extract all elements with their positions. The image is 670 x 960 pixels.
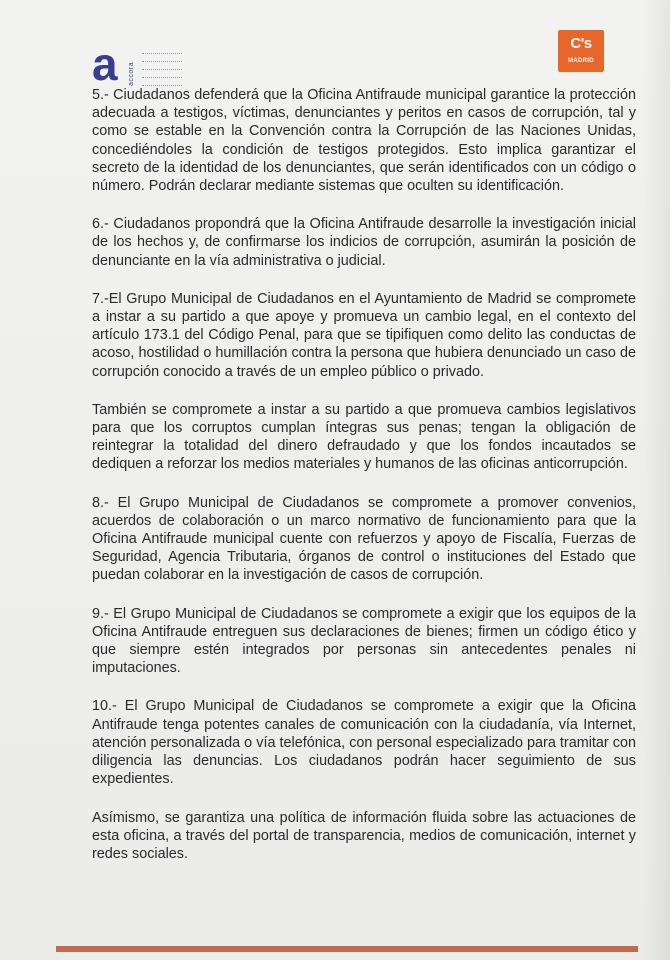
acceso-logo xyxy=(92,44,202,90)
paragraph-7: 7.-El Grupo Municipal de Ciudadanos en el Ayuntamiento de Madrid se compromete a instar a su partido a que apoye y promueva un cambio legal, en el contexto del artículo 173.1 del Código Penal, para que se tipifiquen como delito las conductas de acoso, hostilidad o humillación contra la persona que hubiera denunciado un caso de corrupción conocido a través de un empleo público o privado. xyxy=(92,290,636,380)
paragraph-9: 9.- El Grupo Municipal de Ciudadanos se compromete a exigir que los equipos de la Oficina Antifraude entreguen sus declaraciones de bienes; firmen un código ético y que siempre estén integrados por personas sin antecedentes penales ni imputaciones. xyxy=(92,605,636,677)
paragraph-8: 8.- El Grupo Municipal de Ciudadanos se compromete a promover convenios, acuerdos de colaboración o un marco normativo de funcionamiento para que la Oficina Antifraude municipal cuente con refuerzos y apoyo de Fiscalía, Fuerzas de Seguridad, Agencia Tributaria, órganos de control o instituciones del Estado que puedan colaborar en la investigación de casos de corrupción. xyxy=(92,494,636,584)
page-shadow xyxy=(642,0,670,960)
logo-line xyxy=(142,72,182,78)
acceso-logo-icon xyxy=(92,44,128,84)
ciudadanos-logo-city: MADRID xyxy=(568,58,594,64)
logo-line xyxy=(142,64,182,70)
footer-rule xyxy=(56,946,638,952)
logo-line xyxy=(142,48,182,54)
paragraph-5: 5.- Ciudadanos defenderá que la Oficina Antifraude municipal garantice la protección adecuada a testigos, víctimas, denunciantes y peritos en casos de corrupción, tal y como se estable en la Convención contra la Corrupción de las Naciones Unidas, concediéndoles la condición de testigos protegidos. Esto implica garantizar el secreto de la identidad de los denunciantes, que serán identificados con un código o número. Podrán declarar mediante sistemas que oculten su identificación. xyxy=(92,87,636,195)
paragraph-closing: Asímismo, se garantiza una política de información fluida sobre las actuaciones de esta oficina, a través del portal de transparencia, medios de comunicación, internet y redes sociales. xyxy=(92,809,636,862)
acceso-logo-lines xyxy=(142,48,202,88)
acceso-logo-letter: a xyxy=(92,44,118,84)
ciudadanos-logo xyxy=(558,30,604,72)
logo-line xyxy=(142,56,182,62)
paragraph-6: 6.- Ciudadanos propondrá que la Oficina Antifraude desarrolle la investigación inicial de los hechos y, de confirmarse los indicios de corrupción, asumirán la posición de denunciante en la vía administrativa o judicial. xyxy=(92,216,636,269)
paragraph-10: 10.- El Grupo Municipal de Ciudadanos se compromete a exigir que la Oficina Antifraude tenga potentes canales de comunicación con la ciudadanía, vía Internet, atención personalizada o vía telefónica, con personal especializado para tramitar con diligencia las denuncias. Los ciudadanos podrán hacer seguimiento de sus expedientes. xyxy=(92,698,636,788)
paragraph-7-continued: También se compromete a instar a su partido a que promueva cambios legislativos para que los corruptos cumplan íntegras sus penas; tengan la obligación de reintegrar la totalidad del dinero defraudado y que los fondos incautados se dediquen a reforzar los medios materiales y humanos de las oficinas anticorrupción. xyxy=(92,401,636,473)
acceso-logo-vertical-text: accora xyxy=(128,61,135,86)
ciudadanos-logo-brand: C's xyxy=(570,35,592,52)
document-body xyxy=(92,86,636,883)
